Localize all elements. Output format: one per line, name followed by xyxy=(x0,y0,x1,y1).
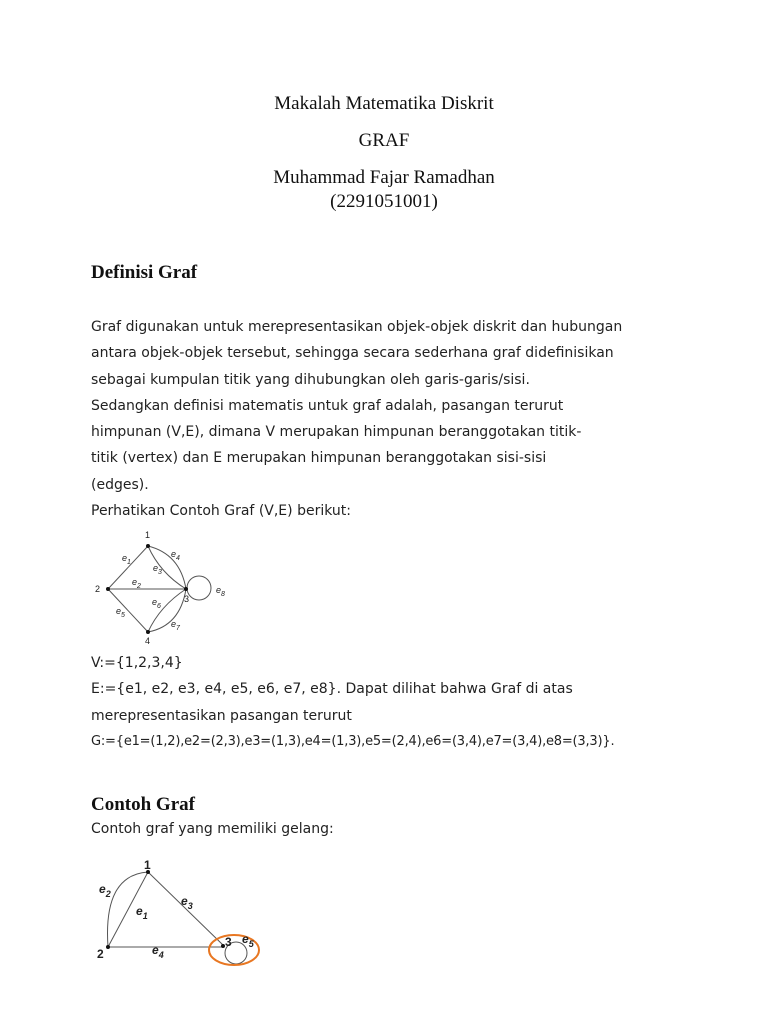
paragraph-line: himpunan (V,E), dimana V merupakan himpunan beranggotakan titik- xyxy=(91,424,582,441)
paragraph-line: merepresentasikan pasangan terurut xyxy=(91,707,352,724)
paragraph-line: Perhatikan Contoh Graf (V,E) berikut: xyxy=(91,503,351,520)
paragraph-line: G:={e1=(1,2),e2=(2,3),e3=(1,3),e4=(1,3),e5=(2,4),e6=(3,4),e7=(3,4),e8=(3,3)}. xyxy=(91,733,615,749)
vertex-label: 2 xyxy=(97,947,104,961)
author-id: (2291051001) xyxy=(330,191,438,212)
vertex-label: 3 xyxy=(225,935,232,949)
paragraph-line: Graf digunakan untuk merepresentasikan objek-objek diskrit dan hubungan xyxy=(91,319,623,335)
edge-label: $e_4$ xyxy=(171,549,180,562)
section-heading-definisi: Definisi Graf xyxy=(91,262,198,283)
paragraph-line: titik (vertex) dan E merupakan himpunan beranggotakan sisi-sisi xyxy=(91,450,547,467)
document-title: Makalah Matematika Diskrit xyxy=(274,93,494,114)
graph-vertex xyxy=(106,587,110,591)
edge-label: $e_1$ xyxy=(122,553,131,566)
author-name: Muhammad Fajar Ramadhan xyxy=(273,167,495,188)
graph-loop xyxy=(187,576,211,600)
edge-label: $e_3$ xyxy=(181,894,193,911)
document-header xyxy=(0,92,768,214)
vertex-label: 3 xyxy=(184,594,190,604)
section-heading-contoh: Contoh Graf xyxy=(91,794,195,815)
graph-figure-1 xyxy=(88,528,248,648)
graph-edge xyxy=(108,546,148,589)
edge-label: $e_6$ xyxy=(152,597,161,610)
graph-vertex xyxy=(146,630,150,634)
graph-figure-2 xyxy=(88,855,268,975)
edge-label: $e_5$ xyxy=(242,932,254,949)
graph-edge xyxy=(148,589,186,632)
set-definition-paragraph xyxy=(91,650,681,755)
paragraph-line: (edges). xyxy=(91,476,149,493)
section-intro: Contoh graf yang memiliki gelang: xyxy=(91,821,334,837)
graph-edge xyxy=(108,589,148,632)
graph-edge xyxy=(148,589,186,632)
edge-label: $e_1$ xyxy=(136,904,148,921)
vertex-label: 4 xyxy=(145,636,151,646)
paragraph-line: Sedangkan definisi matematis untuk graf adalah, pasangan terurut xyxy=(91,397,564,414)
vertex-label: 2 xyxy=(95,584,101,594)
graph-vertex xyxy=(106,945,110,949)
edge-label: $e_3$ xyxy=(153,563,162,576)
edge-label: $e_2$ xyxy=(99,882,111,899)
edge-label: $e_7$ xyxy=(171,619,180,632)
edge-label: $e_2$ xyxy=(132,577,141,590)
vertex-label: 1 xyxy=(144,858,151,872)
definition-paragraph xyxy=(91,314,681,524)
paragraph-line: sebagai kumpulan titik yang dihubungkan oleh garis-garis/sisi. xyxy=(91,371,530,388)
edge-label: $e_4$ xyxy=(152,943,164,960)
paragraph-line: V:={1,2,3,4} xyxy=(91,655,183,671)
paragraph-line: antara objek-objek tersebut, sehingga secara sederhana graf didefinisikan xyxy=(91,345,614,362)
graph-vertex xyxy=(184,587,188,591)
paragraph-line: E:={e1, e2, e3, e4, e5, e6, e7, e8}. Dapat dilihat bahwa Graf di atas xyxy=(91,681,573,698)
graph-edge xyxy=(148,872,223,945)
edge-label: $e_5$ xyxy=(116,606,125,619)
edge-label: $e_8$ xyxy=(216,585,225,598)
vertex-label: 1 xyxy=(145,530,151,540)
graph-vertex xyxy=(146,544,150,548)
document-subtitle: GRAF xyxy=(358,130,410,151)
